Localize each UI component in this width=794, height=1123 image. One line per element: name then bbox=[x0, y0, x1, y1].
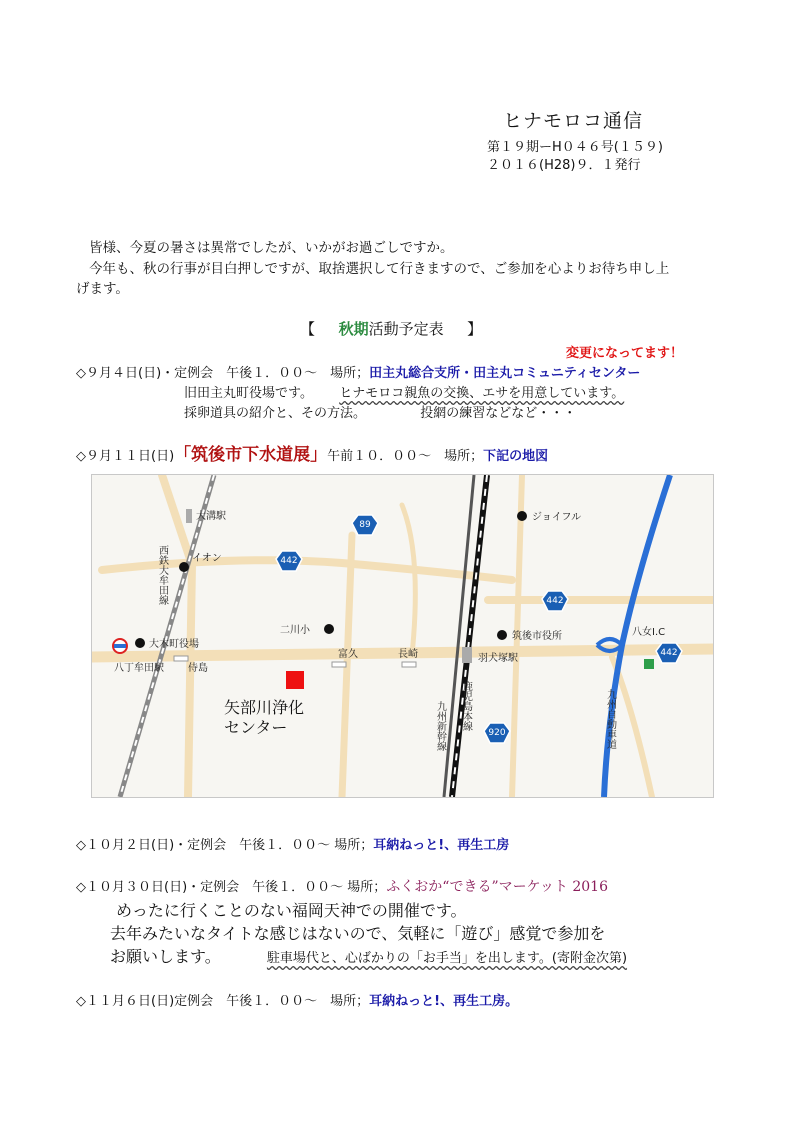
issue-date: ２０１６(H28)９．１発行 bbox=[487, 158, 641, 173]
event-sep4-note2a: 採卵道具の紹介と、その方法。 bbox=[184, 406, 367, 421]
changed-notice: 変更になってます！ bbox=[566, 346, 684, 361]
chikugo-city-dot bbox=[497, 630, 507, 640]
label-futakawa: 二川小 bbox=[280, 625, 310, 636]
event-sep11-when: ◇９月１１日(日) bbox=[76, 449, 175, 464]
greeting-line-3: げます。 bbox=[76, 281, 129, 297]
label-okicho: 大木町役場 bbox=[149, 639, 199, 650]
event-sep4 bbox=[76, 362, 640, 381]
event-oct30-line3 bbox=[110, 944, 627, 967]
label-railway: 西鉄大牟田線 bbox=[156, 545, 168, 605]
event-sep4-note2 bbox=[184, 402, 576, 421]
route-sign-442-west-text: 442 bbox=[280, 556, 298, 566]
road-small bbox=[402, 505, 415, 655]
event-oct30-place: ふくおか“できる”マーケット 2016 bbox=[386, 879, 608, 895]
okicho-dot bbox=[135, 638, 145, 648]
greeting-line-1: 皆様、今夏の暑さは異常でしたが、いかがお過ごしですか。 bbox=[89, 240, 454, 256]
plant-marker bbox=[286, 671, 304, 689]
heading-season: 秋期 bbox=[338, 320, 369, 338]
label-hainuzuka: 羽犬塚駅 bbox=[478, 653, 518, 664]
event-oct2-when: ◇１０月２日(日)・定例会 午後１．００～ 場所； bbox=[76, 838, 374, 853]
label-chikugo-city: 筑後市役所 bbox=[512, 631, 562, 642]
joyfull-dot bbox=[517, 511, 527, 521]
event-oct30-line3-text: お願いします。 bbox=[110, 947, 221, 966]
event-sep4-note2b: 投網の練習などなど・・・ bbox=[420, 406, 577, 421]
label-omizo: 大溝駅 bbox=[196, 511, 226, 522]
event-nov6-place: 耳納ねっと!、再生工房。 bbox=[369, 994, 519, 1009]
label-tomihisa: 富久 bbox=[338, 649, 358, 660]
newsletter-title: ヒナモロコ通信 bbox=[503, 110, 644, 132]
jr-rail bbox=[444, 475, 487, 797]
event-sep4-when: ◇９月４日(日)・定例会 午後１．００～ 場所； bbox=[76, 366, 370, 381]
schedule-heading bbox=[300, 318, 482, 339]
event-sep4-note1 bbox=[184, 382, 624, 401]
event-nov6-when: ◇１１月６日(日)定例会 午後１．００～ 場所； bbox=[76, 994, 370, 1009]
label-expressway: 九州自動車道 bbox=[604, 689, 616, 749]
label-hacchome: 八丁牟田駅 bbox=[114, 663, 164, 674]
label-kagoshima-line: 鹿児島本線 bbox=[460, 681, 472, 731]
label-shinkansen: 九州新幹線 bbox=[434, 701, 446, 751]
event-oct30-line3-note: 駐車場代と、心ばかりの「お手当」を出します。(寄附金次第) bbox=[266, 951, 628, 966]
location-map bbox=[91, 474, 714, 798]
event-oct30 bbox=[76, 876, 608, 896]
route-sign-89-text: 89 bbox=[359, 520, 371, 530]
event-oct2 bbox=[76, 834, 509, 853]
route-sign-442-east-text: 442 bbox=[546, 596, 564, 606]
event-oct30-line1: めったに行くことのない福岡天神での開催です。 bbox=[116, 901, 467, 920]
route-sign-920-text: 920 bbox=[488, 728, 506, 738]
event-sep11-time: 午前１０．００～ 場所； bbox=[327, 449, 484, 464]
event-sep11 bbox=[76, 440, 548, 465]
event-oct30-when: ◇１０月３０日(日)・定例会 午後１．００～ 場所； bbox=[76, 880, 387, 895]
aeon-dot bbox=[179, 562, 189, 572]
label-nagasaki: 長崎 bbox=[398, 649, 418, 660]
ic-marker-icon bbox=[644, 659, 654, 669]
label-plant-2: センター bbox=[224, 718, 288, 737]
event-oct30-line2: 去年みたいなタイトな感じはないので、気軽に「遊び」感覚で参加を bbox=[110, 924, 606, 943]
map-canvas bbox=[92, 475, 713, 797]
nishitetsu-rail bbox=[120, 475, 214, 797]
issue-number: 第１９期ーH０４６号(１５９) bbox=[487, 140, 663, 155]
event-sep11-place: 下記の地図 bbox=[483, 449, 549, 464]
event-sep4-place: 田主丸総合支所・田主丸コミュニティセンター bbox=[369, 366, 641, 381]
event-sep4-note1a: 旧田主丸町役場です。 bbox=[184, 386, 313, 401]
label-samurai: 侍島 bbox=[188, 663, 208, 674]
label-joyfull: ジョイフル bbox=[532, 512, 582, 523]
label-yame-ic: 八女I.C bbox=[632, 627, 666, 638]
greeting-line-2: 今年も、秋の行事が目白押しですが、取捨選択して行きますので、ご参加を心よりお待ち申し上 bbox=[89, 261, 670, 277]
heading-rest: 活動予定表 bbox=[368, 320, 444, 338]
futakawa-dot bbox=[324, 624, 334, 634]
event-oct2-place: 耳納ねっと!、再生工房 bbox=[373, 838, 510, 853]
label-plant-1: 矢部川浄化 bbox=[224, 698, 305, 717]
route-sign-442-ic-text: 442 bbox=[660, 648, 678, 658]
event-sep4-note1b: ヒナモロコ親魚の交換、エサを用意しています。 bbox=[339, 386, 625, 401]
event-sep11-name: 「筑後市下水道展」 bbox=[174, 445, 328, 465]
event-nov6 bbox=[76, 990, 518, 1009]
label-aeon: イオン bbox=[192, 553, 222, 564]
heading-close-bracket: 】 bbox=[467, 320, 483, 338]
heading-open-bracket: 【 bbox=[300, 320, 316, 338]
